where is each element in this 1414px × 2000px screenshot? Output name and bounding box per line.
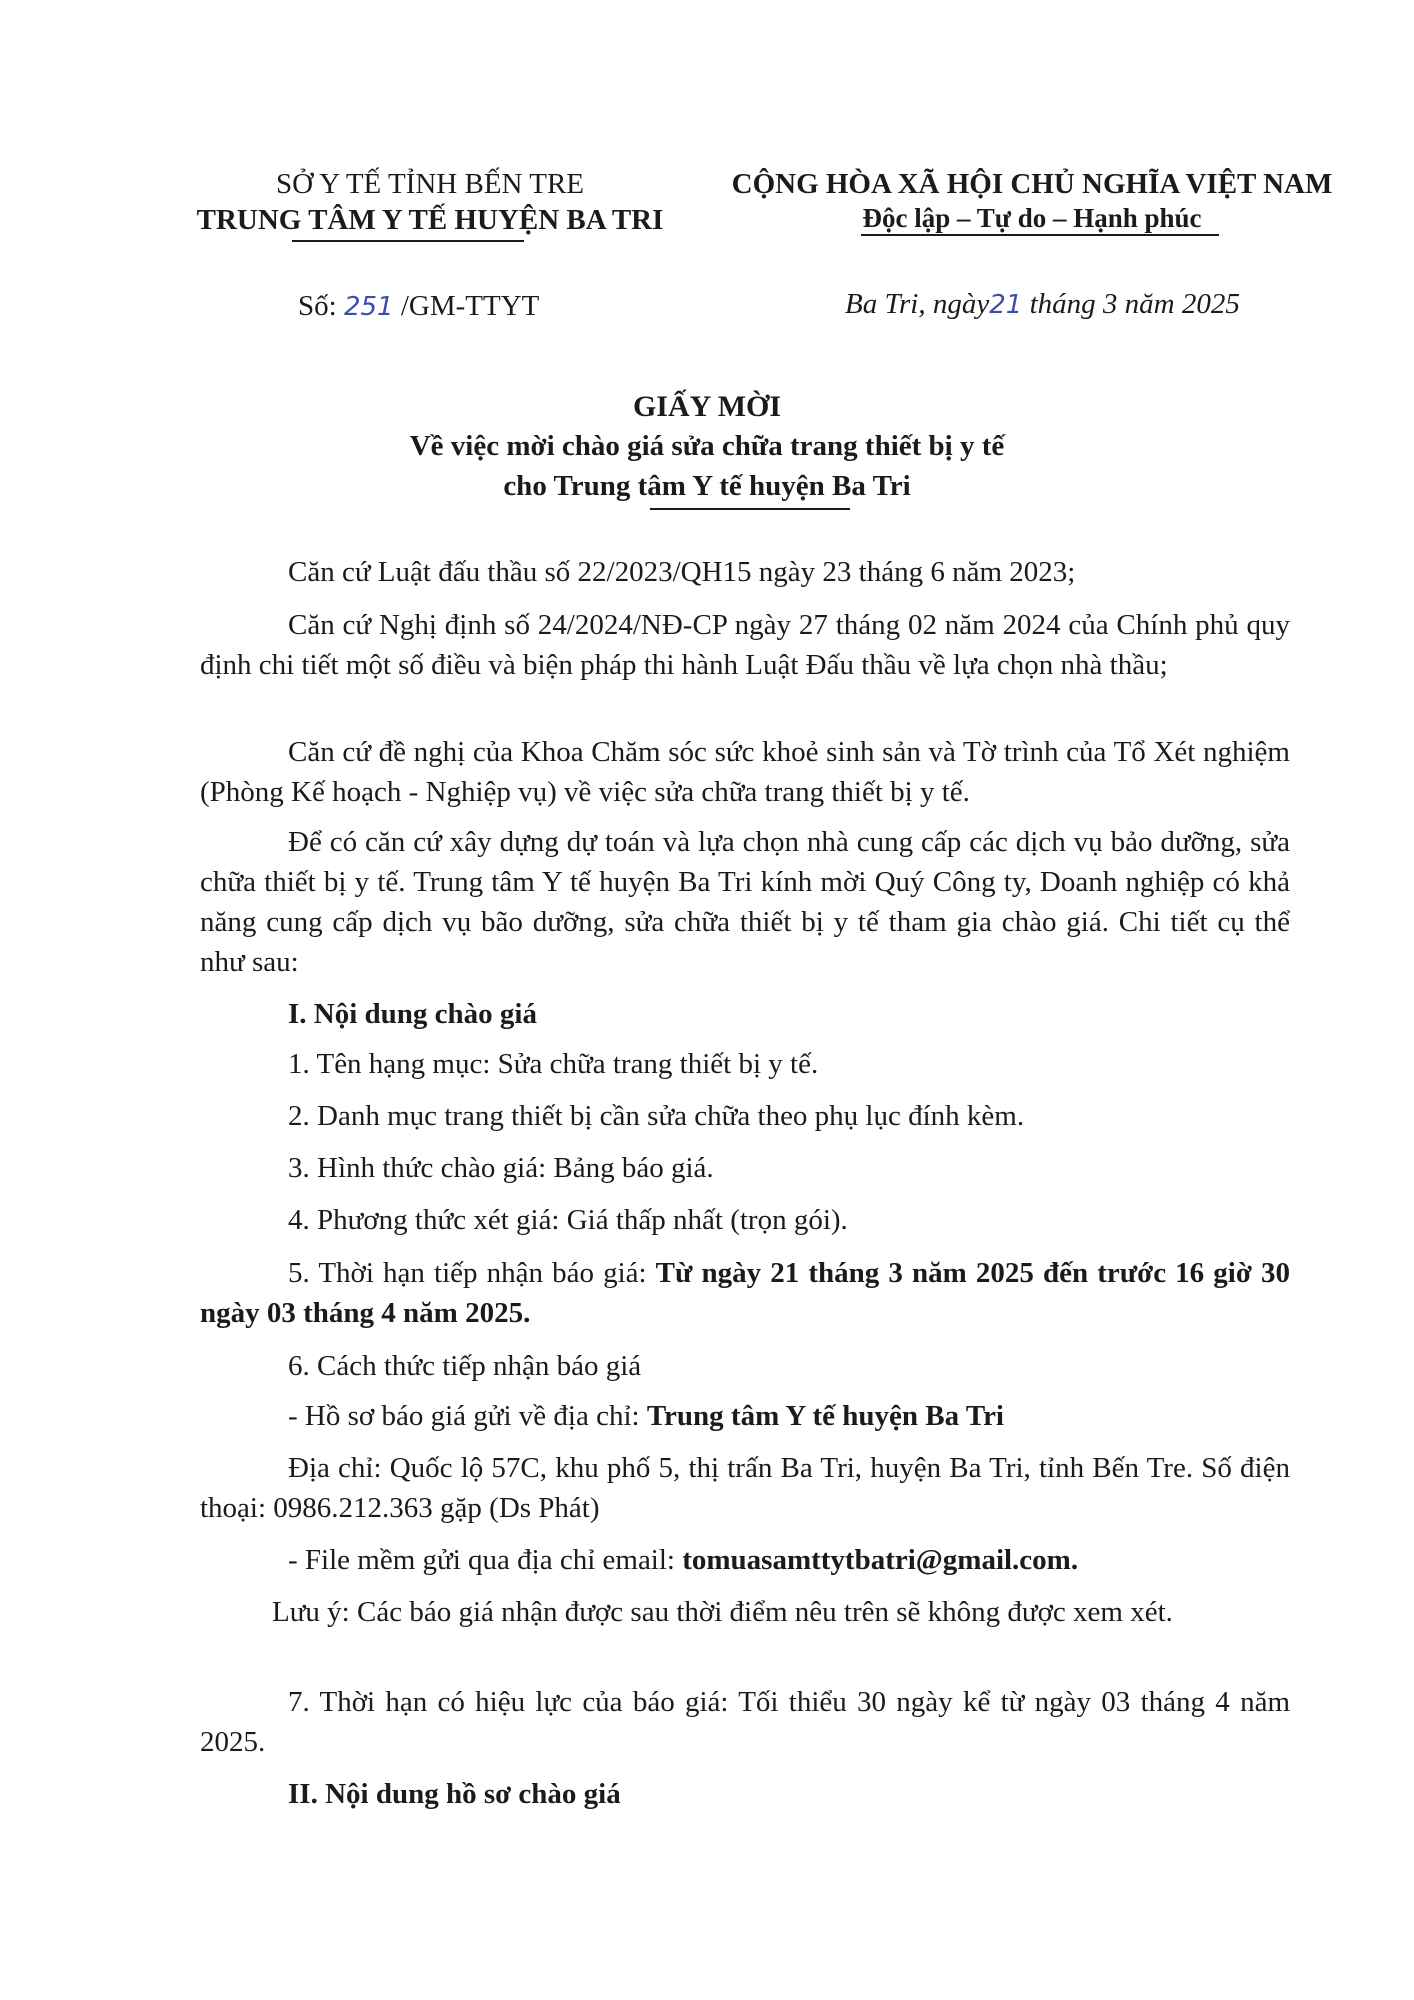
document-number	[298, 288, 539, 325]
document-subtitle-2-text: cho Trung tâm Y tế huyện Ba Tri	[503, 470, 911, 502]
section-heading-2	[288, 1774, 621, 1814]
document-title-text: GIẤY MỜI	[632, 390, 782, 423]
section-heading-2-text: II. Nội dung hồ sơ chào giá	[288, 1778, 621, 1810]
list-item-1	[288, 1044, 818, 1084]
list-item-6	[288, 1346, 641, 1386]
section-heading-1	[288, 994, 537, 1034]
paragraph-text: Lưu ý: Các báo giá nhận được sau thời điểm nêu trên sẽ không được xem xét.	[272, 1596, 1173, 1628]
document-subtitle-2	[0, 466, 1414, 506]
list-item-text: 4. Phương thức xét giá: Giá thấp nhất (trọn gói).	[288, 1204, 848, 1236]
doc-number-handwritten: 251	[343, 292, 394, 322]
doc-number-suffix: /GM-TTYT	[393, 290, 540, 322]
paragraph-legal-basis-1	[200, 552, 1290, 592]
paragraph-purpose	[200, 822, 1290, 982]
document-date	[845, 286, 1240, 323]
note-paragraph	[200, 1592, 1290, 1632]
paragraph-text: Căn cứ Luật đấu thầu số 22/2023/QH15 ngày 23 tháng 6 năm 2023;	[288, 556, 1076, 588]
date-suffix: tháng 3 năm 2025	[1022, 288, 1240, 320]
list-item-4	[288, 1200, 848, 1240]
list-item-7	[200, 1682, 1290, 1762]
list-item-text: 5. Thời hạn tiếp nhận báo giá:	[288, 1257, 656, 1289]
date-prefix: Ba Tri, ngày	[845, 288, 990, 320]
document-subtitle-1	[0, 426, 1414, 466]
email-label: - File mềm gửi qua địa chỉ email:	[288, 1544, 683, 1576]
list-item-text: 2. Danh mục trang thiết bị cần sửa chữa theo phụ lục đính kèm.	[288, 1100, 1025, 1132]
agency-underline	[292, 240, 524, 242]
list-item-6a	[288, 1396, 1004, 1436]
doc-number-prefix: Số:	[298, 290, 344, 322]
date-handwritten: 21	[989, 290, 1023, 320]
list-item-text: 1. Tên hạng mục: Sửa chữa trang thiết bị y tế.	[288, 1048, 819, 1080]
email-address: tomuasamttytbatri@gmail.com.	[682, 1544, 1079, 1576]
address-paragraph	[200, 1448, 1290, 1528]
list-item-5	[200, 1253, 1290, 1333]
motto-underline	[861, 234, 1219, 236]
email-line	[288, 1540, 1078, 1580]
list-item-emphasis: Trung tâm Y tế huyện Ba Tri	[646, 1400, 1004, 1432]
document-title	[0, 388, 1414, 426]
agency-parent	[160, 166, 700, 202]
list-item-2	[288, 1096, 1024, 1136]
paragraph-text: Căn cứ Nghị định số 24/2024/NĐ-CP ngày 27 tháng 02 năm 2024 của Chính phủ quy định chi tiết một số điều và biện pháp thi hành Luật Đấu thầu về lựa chọn nhà thầu;	[200, 609, 1290, 681]
list-item-text: 7. Thời hạn có hiệu lực của báo giá: Tối thiểu 30 ngày kể từ ngày 03 tháng 4 năm 2025.	[200, 1686, 1290, 1758]
paragraph-legal-basis-2	[200, 605, 1290, 685]
paragraph-legal-basis-3	[200, 732, 1290, 812]
list-item-text: 6. Cách thức tiếp nhận báo giá	[288, 1350, 642, 1382]
agency-name-text: TRUNG TÂM Y TẾ HUYỆN BA TRI	[196, 204, 664, 236]
list-item-3	[288, 1148, 714, 1188]
paragraph-text: Căn cứ đề nghị của Khoa Chăm sóc sức khoẻ sinh sản và Tờ trình của Tổ Xét nghiệm (Phòng Kế hoạch - Nghiệp vụ) về việc sửa chữa trang thiết bị y tế.	[200, 736, 1290, 808]
national-title-text: CỘNG HÒA XÃ HỘI CHỦ NGHĨA VIỆT NAM	[731, 168, 1333, 200]
document-subtitle-1-text: Về việc mời chào giá sửa chữa trang thiết bị y tế	[409, 430, 1005, 462]
list-item-text: 3. Hình thức chào giá: Bảng báo giá.	[288, 1152, 714, 1184]
paragraph-text: Để có căn cứ xây dựng dự toán và lựa chọn nhà cung cấp các dịch vụ bảo dưỡng, sửa chữa thiết bị y tế. Trung tâm Y tế huyện Ba Tri kính mời Quý Công ty, Doanh nghiệp có khả năng cung cấp dịch vụ bão dưỡng, sửa chữa thiết bị y tế tham gia chào giá. Chi tiết cụ thể như sau:	[200, 826, 1290, 978]
title-underline	[650, 508, 850, 510]
national-motto-text: Độc lập – Tự do – Hạnh phúc	[862, 203, 1202, 233]
section-heading-1-text: I. Nội dung chào giá	[288, 998, 537, 1030]
national-motto	[722, 200, 1342, 236]
list-item-emphasis: Từ ngày 21 tháng 3 năm 2025 đến trước 16 giờ 30 ngày 03 tháng 4 năm 2025.	[200, 1257, 1290, 1329]
paragraph-text: Địa chỉ: Quốc lộ 57C, khu phố 5, thị trấn Ba Tri, huyện Ba Tri, tỉnh Bến Tre. Số điện thoại: 0986.212.363 gặp (Ds Phát)	[200, 1452, 1290, 1524]
agency-name	[160, 202, 700, 238]
agency-parent-text: SỞ Y TẾ TỈNH BẾN TRE	[276, 168, 584, 200]
national-title	[722, 166, 1342, 202]
list-item-text: - Hồ sơ báo giá gửi về địa chỉ:	[288, 1400, 647, 1432]
